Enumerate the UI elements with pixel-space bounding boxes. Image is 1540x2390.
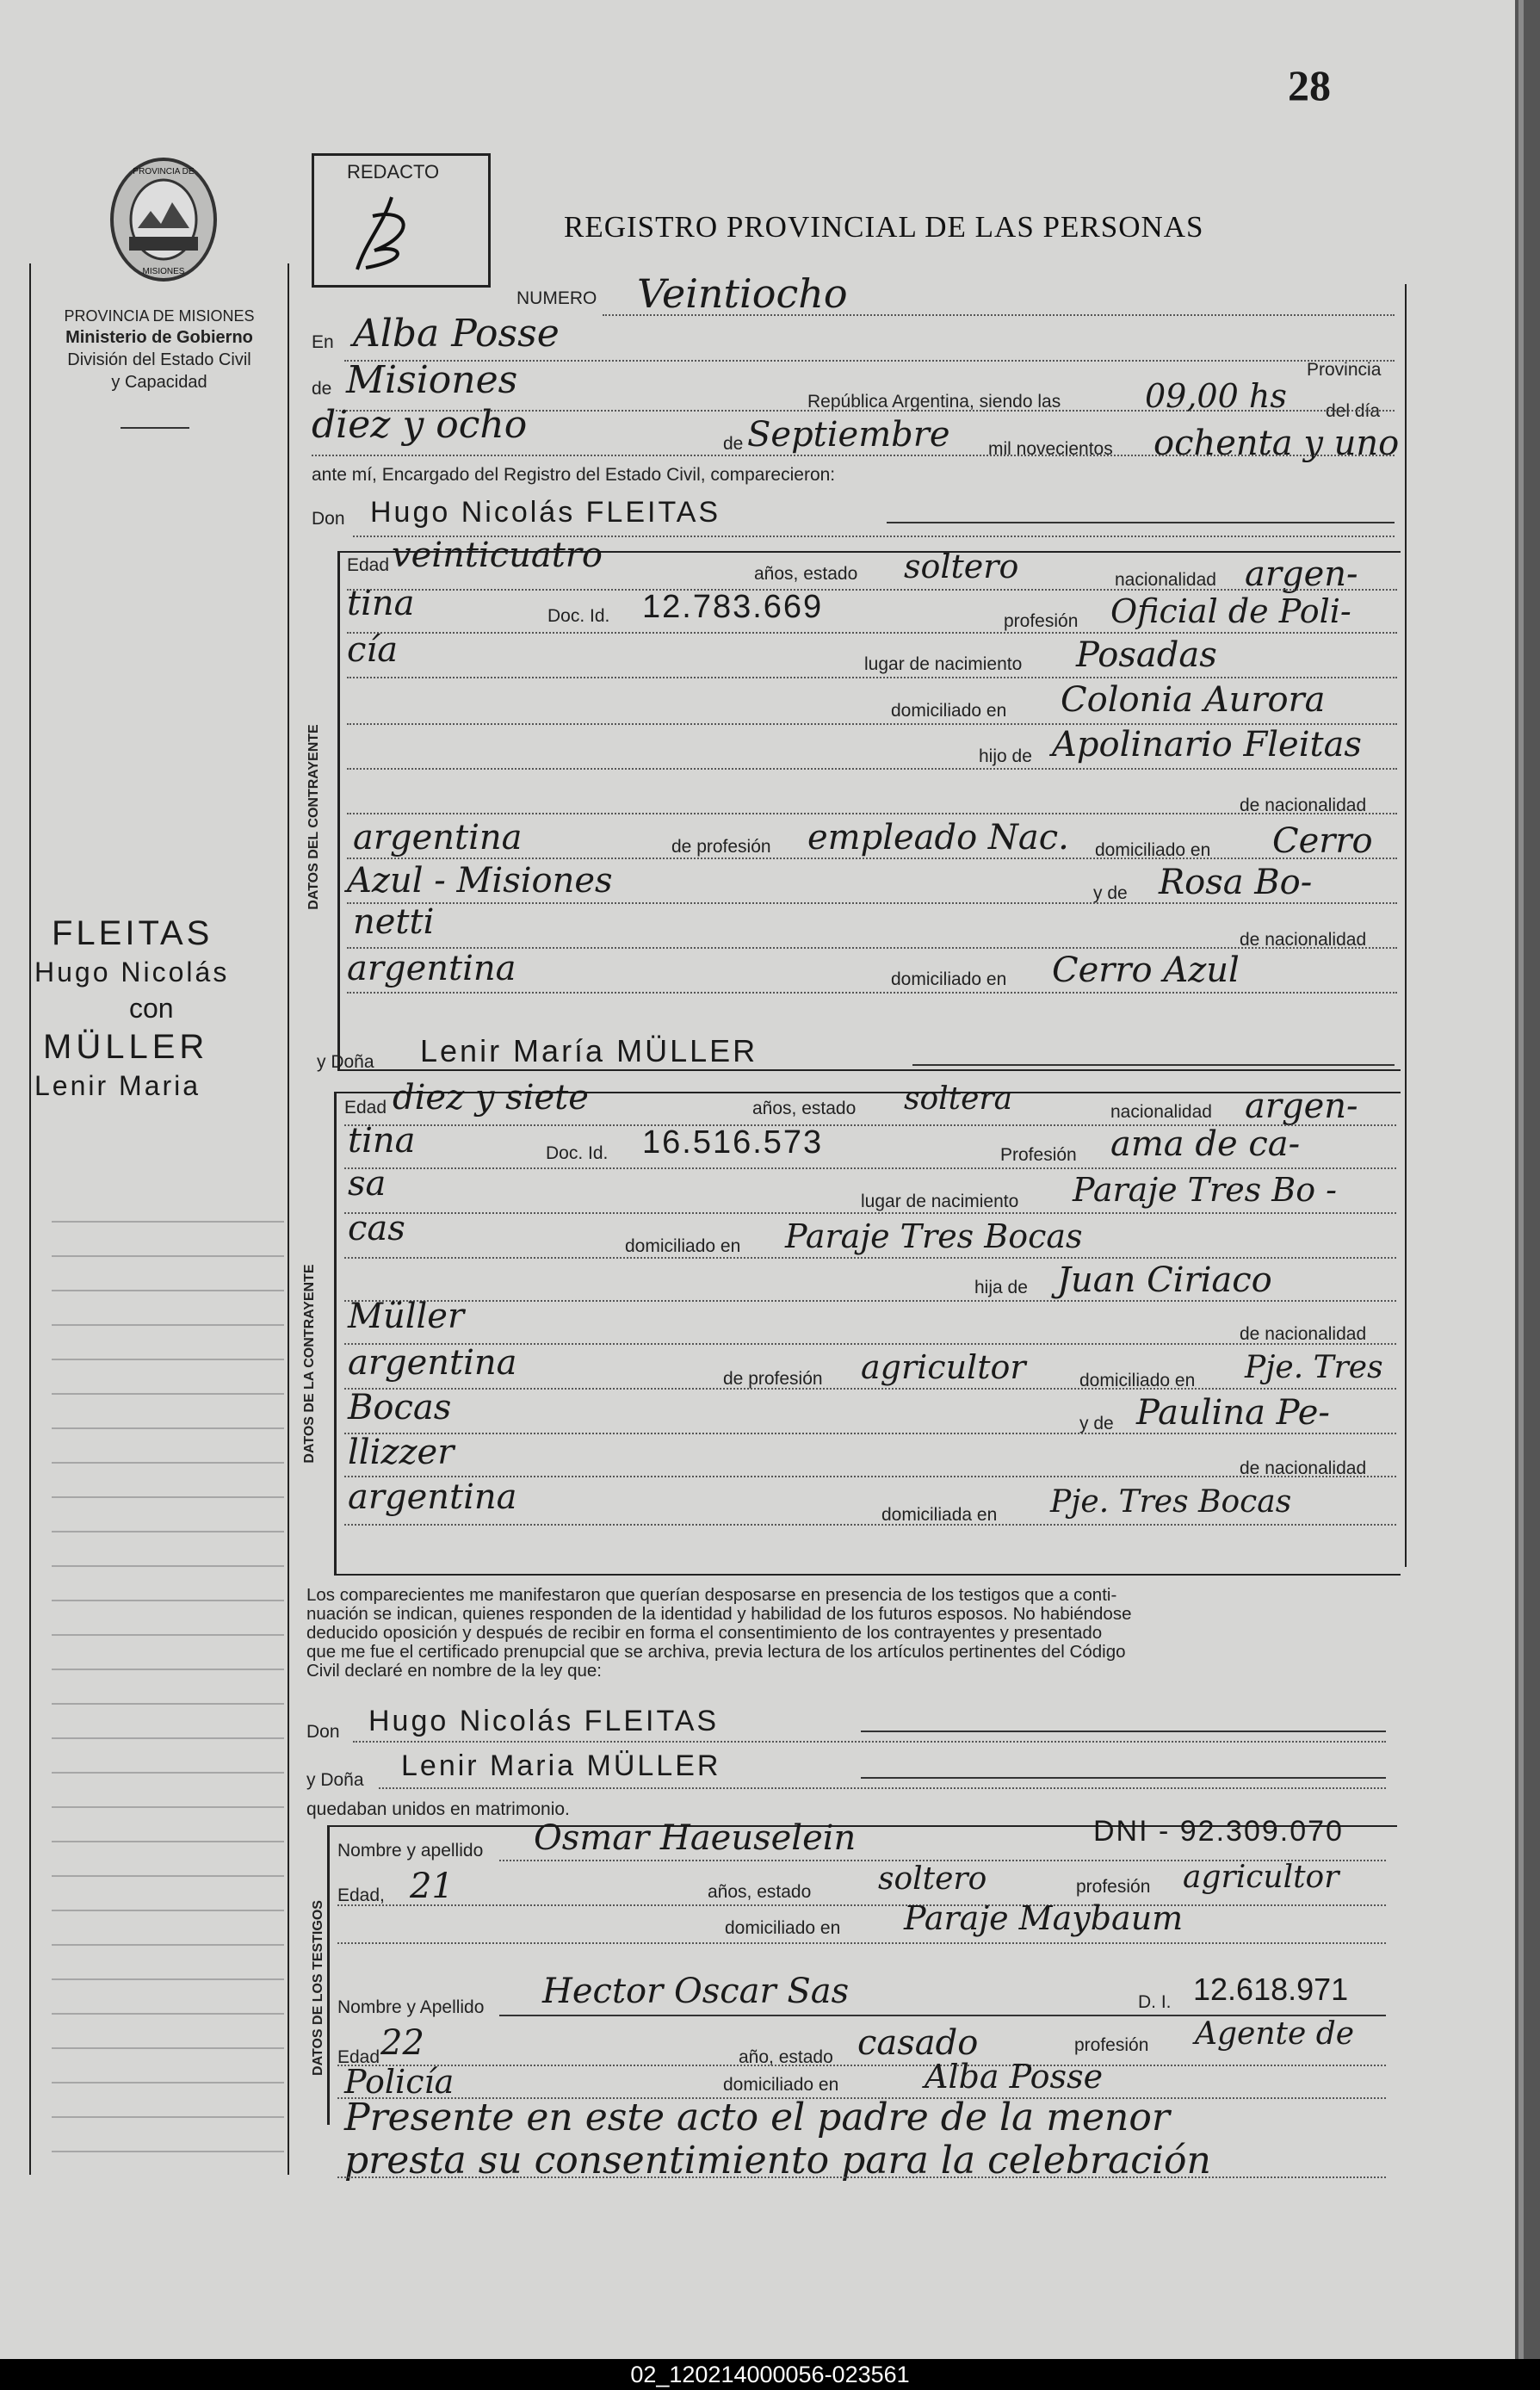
w2-di-label: D. I. <box>1138 1992 1172 2012</box>
w2-nombre: Hector Oscar Sas <box>542 1972 850 2011</box>
bride-name: Lenir María MÜLLER <box>420 1033 758 1068</box>
declaration-paragraph <box>306 1586 1393 1681</box>
groom-madre-dom: Cerro Azul <box>1052 950 1240 990</box>
bride-section-label: DATOS DE LA CONTRAYENTE <box>302 1264 317 1464</box>
page-title: REGISTRO PROVINCIAL DE LAS PERSONAS <box>564 210 1204 244</box>
w2-domicilio: Alba Posse <box>925 2058 1104 2096</box>
bride-nac-1: argen- <box>1245 1087 1358 1126</box>
groom-nac-label: nacionalidad <box>1115 570 1216 590</box>
groom-madre-1: Rosa Bo- <box>1159 863 1313 902</box>
bride-prof-label: Profesión <box>1000 1145 1077 1165</box>
bride-padre-dom-1: Pje. Tres <box>1245 1350 1383 1385</box>
numero-rule <box>603 314 1395 316</box>
groom-rule-6 <box>347 813 1397 814</box>
bride-domicilio: Paraje Tres Bocas <box>785 1217 1083 1255</box>
page-number: 28 <box>1288 61 1331 109</box>
w2-edad: 22 <box>380 2023 424 2063</box>
w1-prof-label: profesión <box>1076 1877 1151 1897</box>
w2-nombre-label: Nombre y Apellido <box>337 1997 485 2017</box>
provincia-label: Provincia <box>1307 360 1382 380</box>
groom-rule-7 <box>347 858 1397 859</box>
margin-divider <box>288 263 289 2175</box>
groom-domicilio: Colonia Aurora <box>1061 680 1326 720</box>
w1-estado: soltero <box>878 1861 987 1897</box>
w1-edad: 21 <box>410 1867 454 1906</box>
bride-de-prof-label: de profesión <box>723 1369 823 1389</box>
org-ministry: Ministerio de Gobierno <box>65 328 253 347</box>
bride-rule-2 <box>344 1167 1396 1169</box>
witnesses-section-label: DATOS DE LOS TESTIGOS <box>311 1900 325 2076</box>
bride-estado: soltera <box>904 1081 1013 1117</box>
bride-doc: 16.516.573 <box>642 1124 824 1161</box>
w2-estado: casado <box>857 2023 979 2063</box>
redacto-stamp <box>312 153 491 288</box>
w1-rule-2 <box>337 1904 1386 1906</box>
margin-ruled-lines <box>52 1188 284 2161</box>
republica-label: República Argentina, siendo las <box>807 392 1061 412</box>
groom-hijo-label: hijo de <box>979 746 1032 766</box>
groom-dom2-label: domiciliado en <box>1095 840 1211 860</box>
decl-dona-label: y Doña <box>306 1770 364 1790</box>
w2-prof-label: profesión <box>1074 2035 1149 2055</box>
groom-nac-1: argen- <box>1245 554 1358 594</box>
bride-padre-1: Juan Ciriaco <box>1057 1260 1272 1300</box>
w1-nombre: Osmar Haeuselein <box>534 1818 857 1858</box>
groom-padre: Apolinario Fleitas <box>1052 725 1362 765</box>
bride-rule-5 <box>344 1300 1396 1302</box>
margin-surname-bride: MÜLLER <box>43 1028 209 1066</box>
bride-edad-label: Edad <box>344 1098 387 1118</box>
book-binding <box>1515 0 1540 2359</box>
w2-edad-label: Edad <box>337 2047 380 2067</box>
w2-prof-2: Policía <box>344 2063 455 2101</box>
org-province: PROVINCIA DE MISIONES <box>64 307 255 325</box>
bride-hija-label: hija de <box>974 1278 1028 1297</box>
org-underline <box>121 427 189 429</box>
file-id-footer: 02_120214000056-023561 <box>0 2359 1540 2390</box>
w1-domicilio: Paraje Maybaum <box>904 1899 1184 1937</box>
decl-dona-name: Lenir Maria MÜLLER <box>401 1749 721 1782</box>
dia-rule <box>312 455 1395 456</box>
groom-madre-2: netti <box>353 902 435 942</box>
groom-padre-prof: empleado Nac. <box>807 818 1069 858</box>
seal-text-bottom: MISIONES <box>142 267 185 276</box>
mes-value: Septiembre <box>747 415 950 455</box>
w1-profesion: agricultor <box>1183 1860 1339 1895</box>
groom-rule-2 <box>347 632 1397 634</box>
groom-nac-2: tina <box>347 584 415 623</box>
groom-prof-2: cía <box>347 630 399 670</box>
groom-de-prof-label: de profesión <box>671 837 771 857</box>
declaration-line-2: nuación se indican, quienes responden de la identidad y habilidad de los futuros esposos. No habiéndose <box>306 1604 1132 1624</box>
bride-lugar-2: cas <box>348 1209 405 1248</box>
en-label: En <box>312 332 334 352</box>
bride-prof-1: ama de ca- <box>1110 1124 1301 1164</box>
decl-don-rule <box>861 1731 1386 1732</box>
groom-de-nac2-label: de nacionalidad <box>1240 930 1367 950</box>
groom-de-nac-label: de nacionalidad <box>1240 796 1367 815</box>
groom-rule-8 <box>347 902 1397 904</box>
groom-lugar: Posadas <box>1076 635 1217 675</box>
ante-label: ante mí, Encargado del Registro del Estado Civil, comparecieron: <box>312 465 836 485</box>
decl-dona-rule <box>861 1777 1386 1779</box>
groom-rule-3 <box>347 677 1397 678</box>
w2-prof-1: Agente de <box>1195 2016 1355 2052</box>
w1-rule-3 <box>337 1942 1386 1944</box>
org-block <box>34 306 284 393</box>
groom-dom-label: domiciliado en <box>891 701 1007 721</box>
bride-rule-7 <box>344 1388 1396 1390</box>
left-edge-line <box>29 263 31 2175</box>
margin-surname-groom: FLEITAS <box>52 914 213 952</box>
org-division: División del Estado Civil <box>67 350 251 369</box>
w1-dom-label: domiciliado en <box>725 1918 841 1938</box>
mil-label: mil novecientos <box>988 439 1113 459</box>
declaration-line-1: Los comparecientes me manifestaron que querían desposarse en presencia de los testigos que a conti- <box>306 1585 1117 1605</box>
bride-nac-label: nacionalidad <box>1110 1102 1212 1122</box>
groom-rule-5 <box>347 768 1397 770</box>
bride-padre-prof: agricultor <box>861 1348 1026 1386</box>
bride-lugar-label: lugar de nacimiento <box>861 1192 1019 1211</box>
margin-con: con <box>129 993 174 1024</box>
bride-dom3-label: domiciliada en <box>881 1505 998 1525</box>
decl-don-dots <box>353 1741 1386 1743</box>
w2-rule-2 <box>337 2065 1386 2066</box>
bride-padre-2: Müller <box>348 1297 465 1336</box>
declaration-line-5: Civil declaré en nombre de la ley que: <box>306 1661 602 1681</box>
dia-value: diez y ocho <box>312 403 528 447</box>
w2-di: 12.618.971 <box>1193 1972 1349 2007</box>
groom-estado: soltero <box>904 548 1019 585</box>
bride-madre-1: Paulina Pe- <box>1136 1393 1330 1433</box>
seal-text-top: PROVINCIA DE <box>133 167 195 176</box>
margin-annotation <box>34 913 293 1104</box>
groom-anos-label: años, estado <box>754 564 858 584</box>
witness-note-2: presta su consentimiento para la celebración <box>344 2139 1211 2183</box>
margin-name-groom: Hugo Nicolás <box>34 957 230 988</box>
bride-lugar-1: Paraje Tres Bo - <box>1073 1171 1337 1209</box>
quedaban-label: quedaban unidos en matrimonio. <box>306 1799 570 1819</box>
groom-edad: veinticuatro <box>392 536 603 575</box>
declaration-line-3: deducido oposición y después de recibir en forma el consentimiento de los contrayentes y presentado <box>306 1623 1103 1643</box>
bride-dom-label: domiciliado en <box>625 1236 741 1256</box>
bride-yde-label: y de <box>1079 1414 1114 1433</box>
bride-madre-2: llizzer <box>348 1433 455 1472</box>
bride-de-nac-label: de nacionalidad <box>1240 1324 1367 1344</box>
groom-name-rule <box>887 522 1395 523</box>
de2-label: de <box>723 434 744 454</box>
don-label: Don <box>312 509 345 529</box>
groom-name: Hugo Nicolás FLEITAS <box>370 496 721 529</box>
de-label: de <box>312 379 332 399</box>
bride-padre-nac: argentina <box>348 1343 517 1383</box>
bride-rule-8 <box>344 1433 1396 1434</box>
bride-de-nac2-label: de nacionalidad <box>1240 1458 1367 1478</box>
w1-nombre-label: Nombre y apellido <box>337 1841 484 1861</box>
groom-doc: 12.783.669 <box>642 589 824 625</box>
anio-value: ochenta y uno <box>1153 424 1400 463</box>
groom-prof-1: Oficial de Poli- <box>1110 592 1351 630</box>
declaration-line-4: que me fue el certificado prenupcial que se archiva, previa lectura de los artículos pertinentes del Código <box>306 1642 1126 1662</box>
bride-madre-nac: argentina <box>348 1477 517 1517</box>
groom-dom3-label: domiciliado en <box>891 969 1007 989</box>
bride-edad: diez y siete <box>393 1078 589 1118</box>
bride-prof-2: sa <box>348 1164 387 1204</box>
stamp-label: REDACTO <box>347 161 440 183</box>
w2-dom-label: domiciliado en <box>723 2075 839 2095</box>
w1-edad-label: Edad, <box>337 1885 385 1905</box>
en-value: Alba Posse <box>353 312 560 356</box>
groom-section-label: DATOS DEL CONTRAYENTE <box>306 724 321 910</box>
groom-edad-label: Edad <box>347 555 390 575</box>
del-dia-label: del día <box>1326 401 1381 421</box>
groom-rule-1 <box>347 589 1397 591</box>
provincia-value: Misiones <box>346 358 518 402</box>
org-capacity: y Capacidad <box>111 373 207 392</box>
groom-doc-label: Doc. Id. <box>547 606 610 626</box>
witness-note-rule <box>337 2176 1386 2178</box>
bride-doc-label: Doc. Id. <box>546 1143 609 1163</box>
decl-dona-dots <box>379 1787 1386 1789</box>
provincial-seal <box>108 155 220 284</box>
groom-madre-nac: argentina <box>347 949 516 988</box>
groom-rule-10 <box>347 992 1397 994</box>
bride-rule-3 <box>344 1212 1396 1214</box>
stamp-signature <box>331 190 452 276</box>
dona-label: y Doña <box>317 1052 374 1072</box>
witness-note-1: Presente en este acto el padre de la menor <box>344 2096 1170 2139</box>
groom-prof-label: profesión <box>1004 611 1079 631</box>
groom-padre-nac: argentina <box>353 818 523 858</box>
bride-anos-label: años, estado <box>752 1099 857 1118</box>
bride-dom2-label: domiciliado en <box>1079 1371 1196 1390</box>
groom-padre-dom-1: Cerro <box>1272 821 1373 861</box>
groom-padre-dom-2: Azul - Misiones <box>347 861 613 901</box>
groom-yde-label: y de <box>1093 883 1128 903</box>
bride-madre-dom: Pje. Tres Bocas <box>1050 1484 1292 1520</box>
groom-lugar-label: lugar de nacimiento <box>864 654 1023 674</box>
margin-name-bride: Lenir Maria <box>34 1070 201 1101</box>
bride-rule-4 <box>344 1257 1396 1259</box>
bride-name-rule <box>912 1064 1395 1066</box>
bride-nac-2: tina <box>348 1121 416 1161</box>
decl-don-label: Don <box>306 1722 340 1742</box>
w1-anos-label: años, estado <box>708 1882 812 1902</box>
w2-anos-label: año, estado <box>739 2047 833 2067</box>
bride-rule-10 <box>344 1524 1396 1526</box>
hora-value: 09,00 hs <box>1145 377 1287 415</box>
numero-value: Veintiocho <box>637 270 848 317</box>
right-frame-line <box>1405 284 1407 1567</box>
decl-don-name: Hugo Nicolás FLEITAS <box>368 1705 720 1737</box>
numero-label: NUMERO <box>516 288 597 308</box>
bride-padre-dom-2: Bocas <box>348 1388 452 1427</box>
w1-dni: DNI - 92.309.070 <box>1093 1815 1344 1848</box>
